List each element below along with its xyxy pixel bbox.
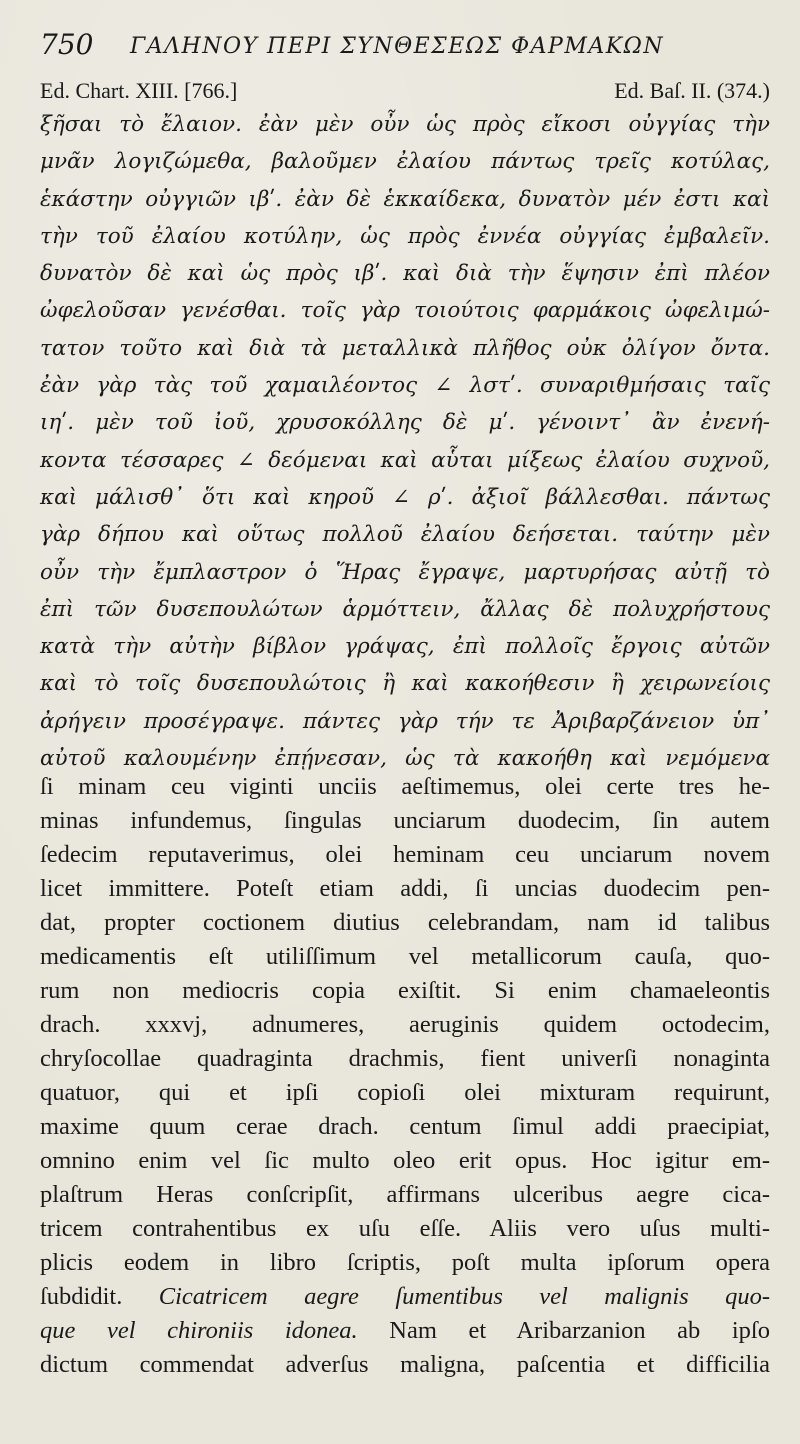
edition-reference-chart: Ed. Chart. XIII. [766.] [40,78,238,103]
latin-italic-segment: Cicatricem aegre ſumentibus vel malignis quo- [158,1283,770,1310]
latin-line: plaſtrum Heras conſcripſit, affirmans ulceribus aegre cica- [40,1181,770,1208]
greek-line: ξῆσαι τὸ ἔλαιον. ἐὰν μὲν οὖν ὡς πρὸς εἴκοσι οὐγγίας τὴν [40,112,770,137]
greek-line: δυνατὸν δὲ καὶ ὡς πρὸς ιβʹ. καὶ διὰ τὴν ἕψησιν ἐπὶ πλέον [40,261,770,287]
greek-line: τὴν τοῦ ἐλαίου κοτύλην, ὡς πρὸς ἐννέα οὐγγίας ἐμβαλεῖν. [40,223,770,249]
greek-line: ἐὰν γὰρ τὰς τοῦ χαμαιλέοντος ∠ λστʹ. συναριθμήσαις ταῖς [40,373,770,399]
latin-roman-segment: ſubdidit. [40,1283,159,1310]
page-number: 750 [40,28,94,61]
latin-line: rum non mediocris copia exiſtit. Si enim chamaeleontis [40,977,770,1004]
greek-line: ιηʹ. μὲν τοῦ ἰοῦ, χρυσοκόλλης δὲ μʹ. γένοιντ᾽ ἂν ἐνενή- [40,410,770,436]
greek-line: αὐτοῦ καλουμένην ἐπῄνεσαν, ὡς τὰ κακοήθη καὶ νεμόμενα [40,746,770,772]
latin-line: maxime quum cerae drach. centum ſimul addi praecipiat, [40,1113,770,1140]
latin-line [40,1280,770,1314]
greek-line: γὰρ δήπου καὶ οὕτως πολλοῦ ἐλαίου δεήσεται. ταύτην μὲν [40,522,770,548]
greek-line: ὠφελοῦσαν γενέσθαι. τοῖς γὰρ τοιούτοις φαρμάκοις ὠφελιμώ- [40,298,770,324]
edition-references [40,78,770,104]
greek-line: ἐπὶ τῶν δυσεπουλώτων ἁρμόττειν, ἄλλας δὲ πολυχρήστους [40,596,770,622]
edition-reference-basel: Ed. Baſ. II. (374.) [614,78,770,103]
greek-line: κοντα τέσσαρες ∠ δεόμεναι καὶ αὗται μίξεως ἐλαίου συχνοῦ, [40,447,770,473]
greek-line: οὖν τὴν ἔμπλαστρον ὁ Ἥρας ἔγραψε, μαρτυρήσας αὐτῇ τὸ [40,559,770,585]
latin-line [40,1314,770,1348]
greek-line: μνᾶν λογιζώμεθα, βαλοῦμεν ἐλαίου πάντως τρεῖς κοτύλας, [40,149,770,175]
latin-line: tricem contrahentibus ex uſu eſſe. Aliis vero uſus multi- [40,1215,770,1242]
latin-line: plicis eodem in libro ſcriptis, poſt multa ipſorum opera [40,1249,770,1276]
latin-line: dat, propter coctionem diutius celebrandam, nam id talibus [40,909,770,936]
latin-line: ſedecim reputaverimus, olei heminam ceu unciarum novem [40,841,770,868]
greek-line: καὶ τὸ τοῖς δυσεπουλώτοις ἢ καὶ κακοήθεσιν ἢ χειρωνείοις [40,671,770,697]
greek-line: ἀρήγειν προσέγραψε. πάντες γὰρ τήν τε Ἀριβαρζάνειον ὑπ᾽ [40,708,770,734]
latin-line: minas infundemus, ſingulas unciarum duodecim, ſin autem [40,807,770,834]
running-title: ΓΑΛΗΝΟΥ ΠΕΡΙ ΣΥΝΘΕΣΕΩΣ ΦΑΡΜΑΚΩΝ [130,34,665,59]
latin-line: drach. xxxvj, adnumeres, aeruginis quidem octodecim, [40,1011,770,1038]
latin-line: dictum commendat adverſus maligna, paſcentia et difficilia [40,1351,770,1378]
latin-italic-segment: que vel chironiis idonea. [40,1317,358,1344]
greek-line: ἑκάστην οὐγγιῶν ιβʹ. ἐὰν δὲ ἑκκαίδεκα, δυνατὸν μέν ἐστι καὶ [40,186,770,212]
latin-line: chryſocollae quadraginta drachmis, fient univerſi nonaginta [40,1045,770,1072]
latin-line: medicamentis eſt utiliſſimum vel metallicorum cauſa, quo- [40,943,770,970]
greek-line: καὶ μάλισθ᾽ ὅτι καὶ κηροῦ ∠ ρʹ. ἀξιοῖ βάλλεσθαι. πάντως [40,484,770,510]
latin-roman-segment: Nam et Aribarzanion ab ipſo [357,1317,770,1344]
latin-line: licet immittere. Poteſt etiam addi, ſi uncias duodecim pen- [40,875,770,902]
latin-line: ſi minam ceu viginti unciis aeſtimemus, olei certe tres he- [40,773,770,800]
greek-line: κατὰ τὴν αὐτὴν βίβλον γράψας, ἐπὶ πολλοῖς ἔργοις αὐτῶν [40,634,770,660]
latin-text-block [40,770,770,1382]
page-header [40,28,770,68]
latin-line: quatuor, qui et ipſi copioſi olei mixturam requirunt, [40,1079,770,1106]
greek-line: τατον τοῦτο καὶ διὰ τὰ μεταλλικὰ πλῆθος οὐκ ὀλίγον ὄντα. [40,335,770,361]
greek-text-block [40,106,770,777]
latin-line: omnino enim vel ſic multo oleo erit opus. Hoc igitur em- [40,1147,770,1174]
